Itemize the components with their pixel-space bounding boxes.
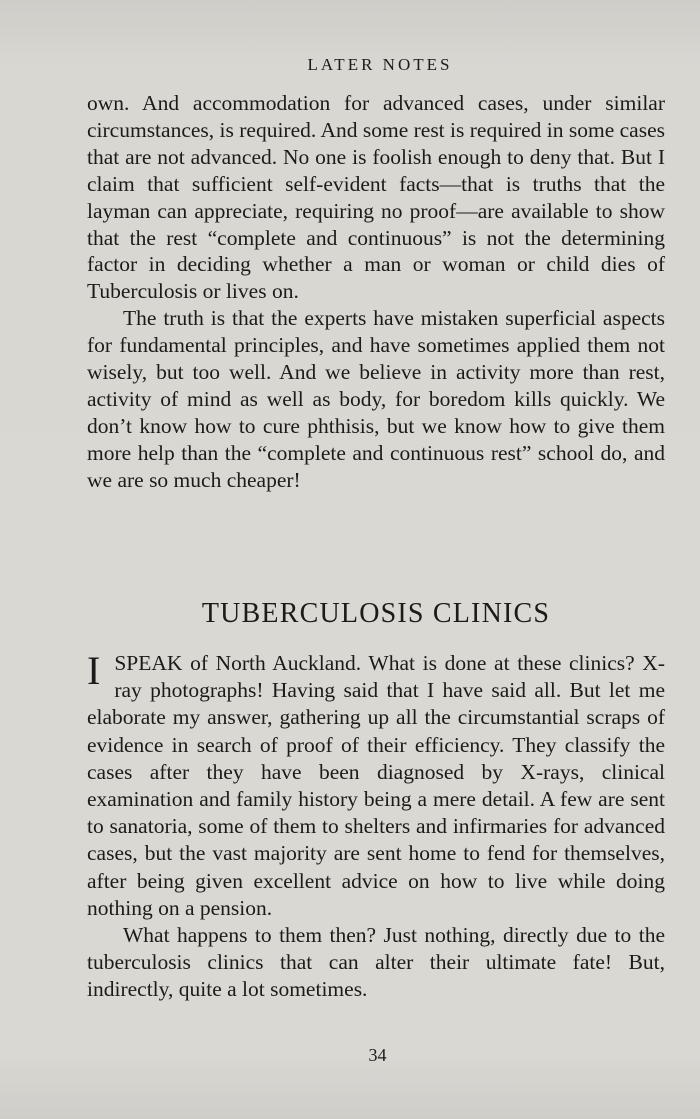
paragraph: What happens to them then? Just nothing, directly due to the tuberculosis clinics that can alter their ultimate fate! But, indirectly, quite a lot sometimes. — [87, 923, 665, 1002]
paragraph: The truth is that the experts have mistaken superficial aspects for fundamental principles, and have sometimes applied them not wisely, but too well. And we believe in activity more than rest, activity of mind as well as body, for boredom kills quickly. We don’t know how to cure phthisis, but we know how to give them more help than the “complete and continuous rest” school do, and we are so much cheaper! — [87, 306, 665, 492]
paragraph — [87, 650, 665, 922]
paragraph-text: SPEAK of North Auckland. What is done at these clinics? X-ray photographs! Having said that I have said all. But let me elaborate my answer, gathering up all the circumstantial scraps of evidence in search of proof of their efficiency. They classify the cases after they have been diagnosed by X-rays, clinical examination and family history being a mere detail. A few are sent to sanatoria, some of them to shelters and infirmaries for advanced cases, but the vast majority are sent home to fend for themselves, after being given excellent advice on how to live while doing nothing on a pension. — [87, 651, 665, 920]
paragraph: own. And accommodation for advanced cases, under similar circumstances, is required. And some rest is required in some cases that are not advanced. No one is foolish enough to deny that. But I claim that sufficient self-evident facts—that is truths that the layman can appreciate, requiring no proof—are available to show that the rest “complete and continuous” is not the determining factor in deciding whether a man or woman or child dies of Tuberculosis or lives on. — [87, 91, 665, 304]
page-number: 34 — [368, 1045, 387, 1065]
chapter-text — [87, 650, 665, 1004]
running-head: LATER NOTES — [307, 55, 453, 74]
drop-cap: I — [87, 648, 101, 693]
chapter-title: TUBERCULOSIS CLINICS — [201, 598, 551, 629]
section-text — [87, 90, 665, 494]
